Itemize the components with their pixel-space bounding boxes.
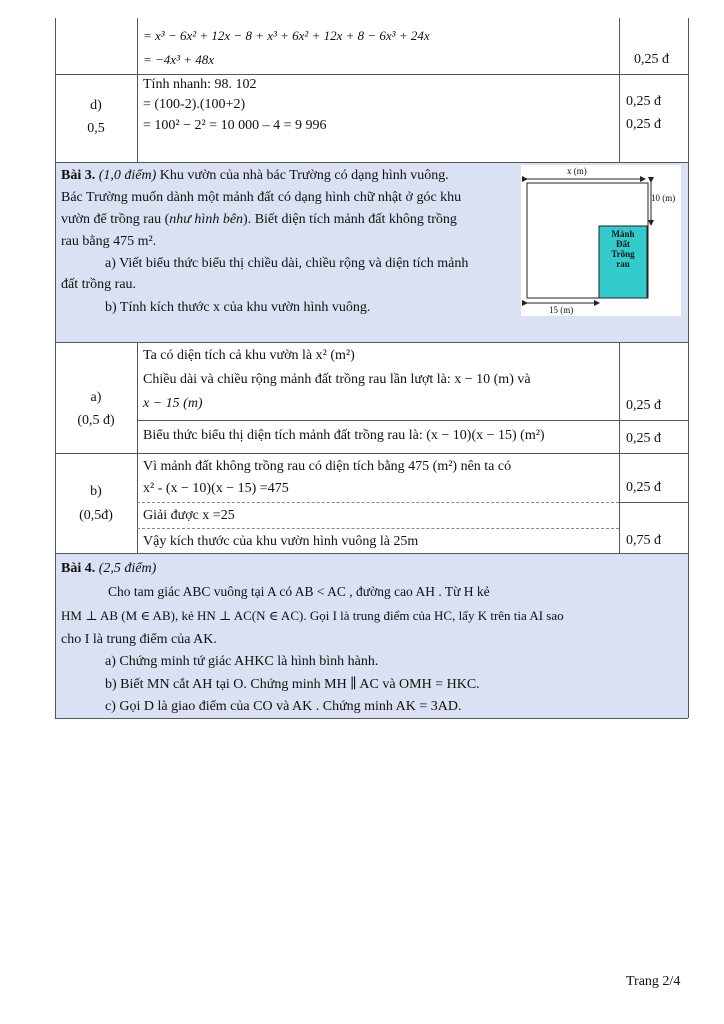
bai3-line3	[61, 211, 457, 228]
bai3-points: (1,0 điểm)	[98, 168, 157, 183]
part-d-label: d)	[90, 98, 102, 113]
part-d-points: 0,5	[87, 121, 105, 136]
bai3-line3-b: ). Biết diện tích mảnh đất không trồng	[243, 212, 457, 227]
bai4-line3: cho I là trung điểm của AK.	[61, 632, 217, 647]
bai3-intro: Khu vườn của nhà bác Trường có dạng hình vuông.	[159, 168, 449, 183]
bai3-a-points: (0,5 đ)	[77, 413, 115, 428]
part-d-line3: = 100² − 2² = 10 000 – 4 = 9 996	[143, 118, 327, 133]
bai4-question-b: b) Biết MN cắt AH tại O. Chứng minh MH ∥ AC và OMH = HKC.	[105, 677, 480, 692]
plot-label-3: Trồng	[611, 249, 635, 259]
bai3-a-line4: Biểu thức biểu thị diện tích mảnh đất trồng rau là: (x − 10)(x − 15) (m²)	[143, 428, 545, 443]
bai3-b-score2: 0,75 đ	[626, 533, 661, 548]
garden-figure	[521, 165, 681, 316]
ten-label: 10 (m)	[651, 193, 676, 203]
fifteen-label: 15 (m)	[549, 305, 574, 315]
bai3-title: Bài 3.	[61, 168, 96, 183]
bai3-line3-italic: như hình bên	[169, 212, 244, 227]
plot-label	[600, 229, 646, 269]
bai4-points: (2,5 điểm)	[98, 561, 157, 576]
part-c-score: 0,25 đ	[634, 52, 669, 67]
part-d-score2: 0,25 đ	[626, 117, 661, 132]
bai4-title: Bài 4.	[61, 561, 96, 576]
bai4-line1: Cho tam giác ABC vuông tại A có AB < AC , đường cao AH . Từ H kẻ	[108, 584, 490, 599]
bai3-a-label: a)	[90, 390, 102, 405]
bai3-b-line4: Vậy kích thước của khu vườn hình vuông là 25m	[143, 534, 419, 549]
part-c-line2: = −4x³ + 48x	[143, 52, 215, 67]
bai3-b-score1: 0,25 đ	[626, 480, 661, 495]
bai3-a-line1: Ta có diện tích cả khu vườn là x² (m²)	[143, 348, 355, 363]
bai3-b-line2: x² - (x − 10)(x − 15) =475	[143, 481, 289, 496]
bai3-a-score1: 0,25 đ	[626, 398, 661, 413]
bai4-line2: HM ⊥ AB (M ∈ AB), kẻ HN ⊥ AC(N ∈ AC). Gọi I là trung điểm của HC, lấy K trên tia AI sao	[61, 608, 564, 623]
bai3-question-a2: đất trồng rau.	[61, 277, 137, 292]
x-label: x (m)	[567, 166, 587, 176]
plot-label-1: Mảnh	[611, 229, 635, 239]
part-c-line1: = x³ − 6x² + 12x − 8 + x³ + 6x² + 12x + 8 − 6x³ + 24x	[143, 28, 430, 43]
bai4-question-a: a) Chứng minh tứ giác AHKC là hình bình hành.	[105, 654, 379, 669]
page-number: Trang 2/4	[626, 974, 681, 989]
part-d-score1: 0,25 đ	[626, 94, 661, 109]
plot-label-2: Đất	[616, 239, 630, 249]
bai3-a-line3: x − 15 (m)	[143, 396, 203, 411]
bai3-b-line1: Vì mảnh đất không trồng rau có diện tích bằng 475 (m²) nên ta có	[143, 459, 512, 474]
bai3-question-a1: a) Viết biểu thức biểu thị chiều dài, chiều rộng và diện tích mảnh	[105, 256, 469, 271]
bai4-heading	[61, 560, 156, 577]
bai3-a-score2: 0,25 đ	[626, 431, 661, 446]
bai4-question-c: c) Gọi D là giao điểm của CO và AK . Chứng minh AK = 3AD.	[105, 699, 462, 714]
bai3-b-points: (0,5đ)	[79, 508, 113, 523]
bai3-line3-a: vườn để trồng rau (	[61, 212, 170, 227]
bai3-b-label: b)	[90, 484, 102, 499]
bai3-line4: rau bằng 475 m².	[61, 234, 157, 249]
part-d-line1: Tính nhanh: 98. 102	[143, 77, 257, 92]
bai3-line2: Bác Trường muốn dành một mảnh đất có dạng hình chữ nhật ở góc khu	[61, 190, 462, 205]
bai3-line1	[61, 167, 449, 184]
part-d-line2: = (100-2).(100+2)	[143, 97, 246, 112]
bai3-question-b: b) Tính kích thước x của khu vườn hình vuông.	[105, 300, 371, 315]
plot-label-4: rau	[616, 259, 630, 269]
bai3-a-line2: Chiều dài và chiều rộng mảnh đất trồng rau lần lượt là: x − 10 (m) và	[143, 372, 531, 387]
bai3-b-line3: Giải được x =25	[143, 508, 235, 523]
